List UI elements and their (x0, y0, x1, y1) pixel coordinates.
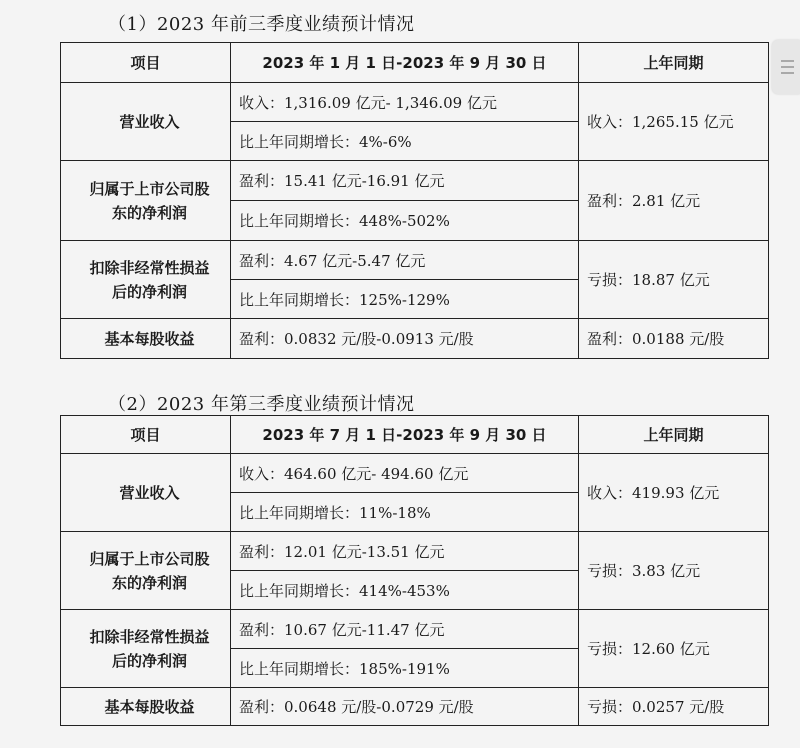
table-row (61, 532, 769, 571)
menu-line (781, 72, 794, 74)
table-row (61, 610, 769, 649)
row-item-net-profit: 归属于上市公司股 东的净利润 (61, 532, 231, 610)
row-prev-value: 收入：419.93 亿元 (579, 454, 769, 532)
row-prev-value: 亏损：3.83 亿元 (579, 532, 769, 610)
row-prev-value: 盈利：2.81 亿元 (579, 161, 769, 241)
row-current-range: 盈利：0.0832 元/股-0.0913 元/股 (231, 319, 579, 359)
table-row (61, 161, 769, 201)
forecast-table-ytd (60, 42, 769, 359)
row-growth-range: 比上年同期增长：4%-6% (231, 122, 579, 161)
header-period: 2023 年 1 月 1 日-2023 年 9 月 30 日 (231, 43, 579, 83)
row-growth-range: 比上年同期增长：185%-191% (231, 649, 579, 688)
header-item: 项目 (61, 416, 231, 454)
row-item-adjusted-profit: 扣除非经常性损益 后的净利润 (61, 610, 231, 688)
table-row (61, 688, 769, 726)
row-prev-value: 亏损：12.60 亿元 (579, 610, 769, 688)
header-prev: 上年同期 (579, 416, 769, 454)
header-prev: 上年同期 (579, 43, 769, 83)
row-current-range: 收入：464.60 亿元- 494.60 亿元 (231, 454, 579, 493)
menu-lines-icon (781, 60, 794, 62)
table-row (61, 83, 769, 122)
row-prev-value: 亏损：18.87 亿元 (579, 241, 769, 319)
row-item-adjusted-profit: 扣除非经常性损益 后的净利润 (61, 241, 231, 319)
row-item-revenue: 营业收入 (61, 454, 231, 532)
row-growth-range: 比上年同期增长：125%-129% (231, 280, 579, 319)
row-growth-range: 比上年同期增长：414%-453% (231, 571, 579, 610)
table-row (61, 454, 769, 493)
row-item-net-profit: 归属于上市公司股 东的净利润 (61, 161, 231, 241)
side-menu-tab[interactable] (772, 40, 800, 94)
row-current-range: 盈利：4.67 亿元-5.47 亿元 (231, 241, 579, 280)
row-growth-range: 比上年同期增长：448%-502% (231, 201, 579, 241)
row-current-range: 盈利：15.41 亿元-16.91 亿元 (231, 161, 579, 201)
row-current-range: 盈利：10.67 亿元-11.47 亿元 (231, 610, 579, 649)
table-row (61, 319, 769, 359)
section1-title: （1）2023 年前三季度业绩预计情况 (108, 14, 415, 35)
row-current-range: 收入：1,316.09 亿元- 1,346.09 亿元 (231, 83, 579, 122)
row-growth-range: 比上年同期增长：11%-18% (231, 493, 579, 532)
row-current-range: 盈利：0.0648 元/股-0.0729 元/股 (231, 688, 579, 726)
table-row (61, 241, 769, 280)
row-item-eps: 基本每股收益 (61, 688, 231, 726)
row-current-range: 盈利：12.01 亿元-13.51 亿元 (231, 532, 579, 571)
forecast-table-q3 (60, 415, 769, 726)
row-prev-value: 亏损：0.0257 元/股 (579, 688, 769, 726)
section2-title: （2）2023 年第三季度业绩预计情况 (108, 394, 415, 415)
row-prev-value: 收入：1,265.15 亿元 (579, 83, 769, 161)
table-header-row (61, 416, 769, 454)
row-prev-value: 盈利：0.0188 元/股 (579, 319, 769, 359)
menu-line (781, 66, 794, 68)
row-item-revenue: 营业收入 (61, 83, 231, 161)
row-item-eps: 基本每股收益 (61, 319, 231, 359)
table-header-row (61, 43, 769, 83)
header-period: 2023 年 7 月 1 日-2023 年 9 月 30 日 (231, 416, 579, 454)
header-item: 项目 (61, 43, 231, 83)
